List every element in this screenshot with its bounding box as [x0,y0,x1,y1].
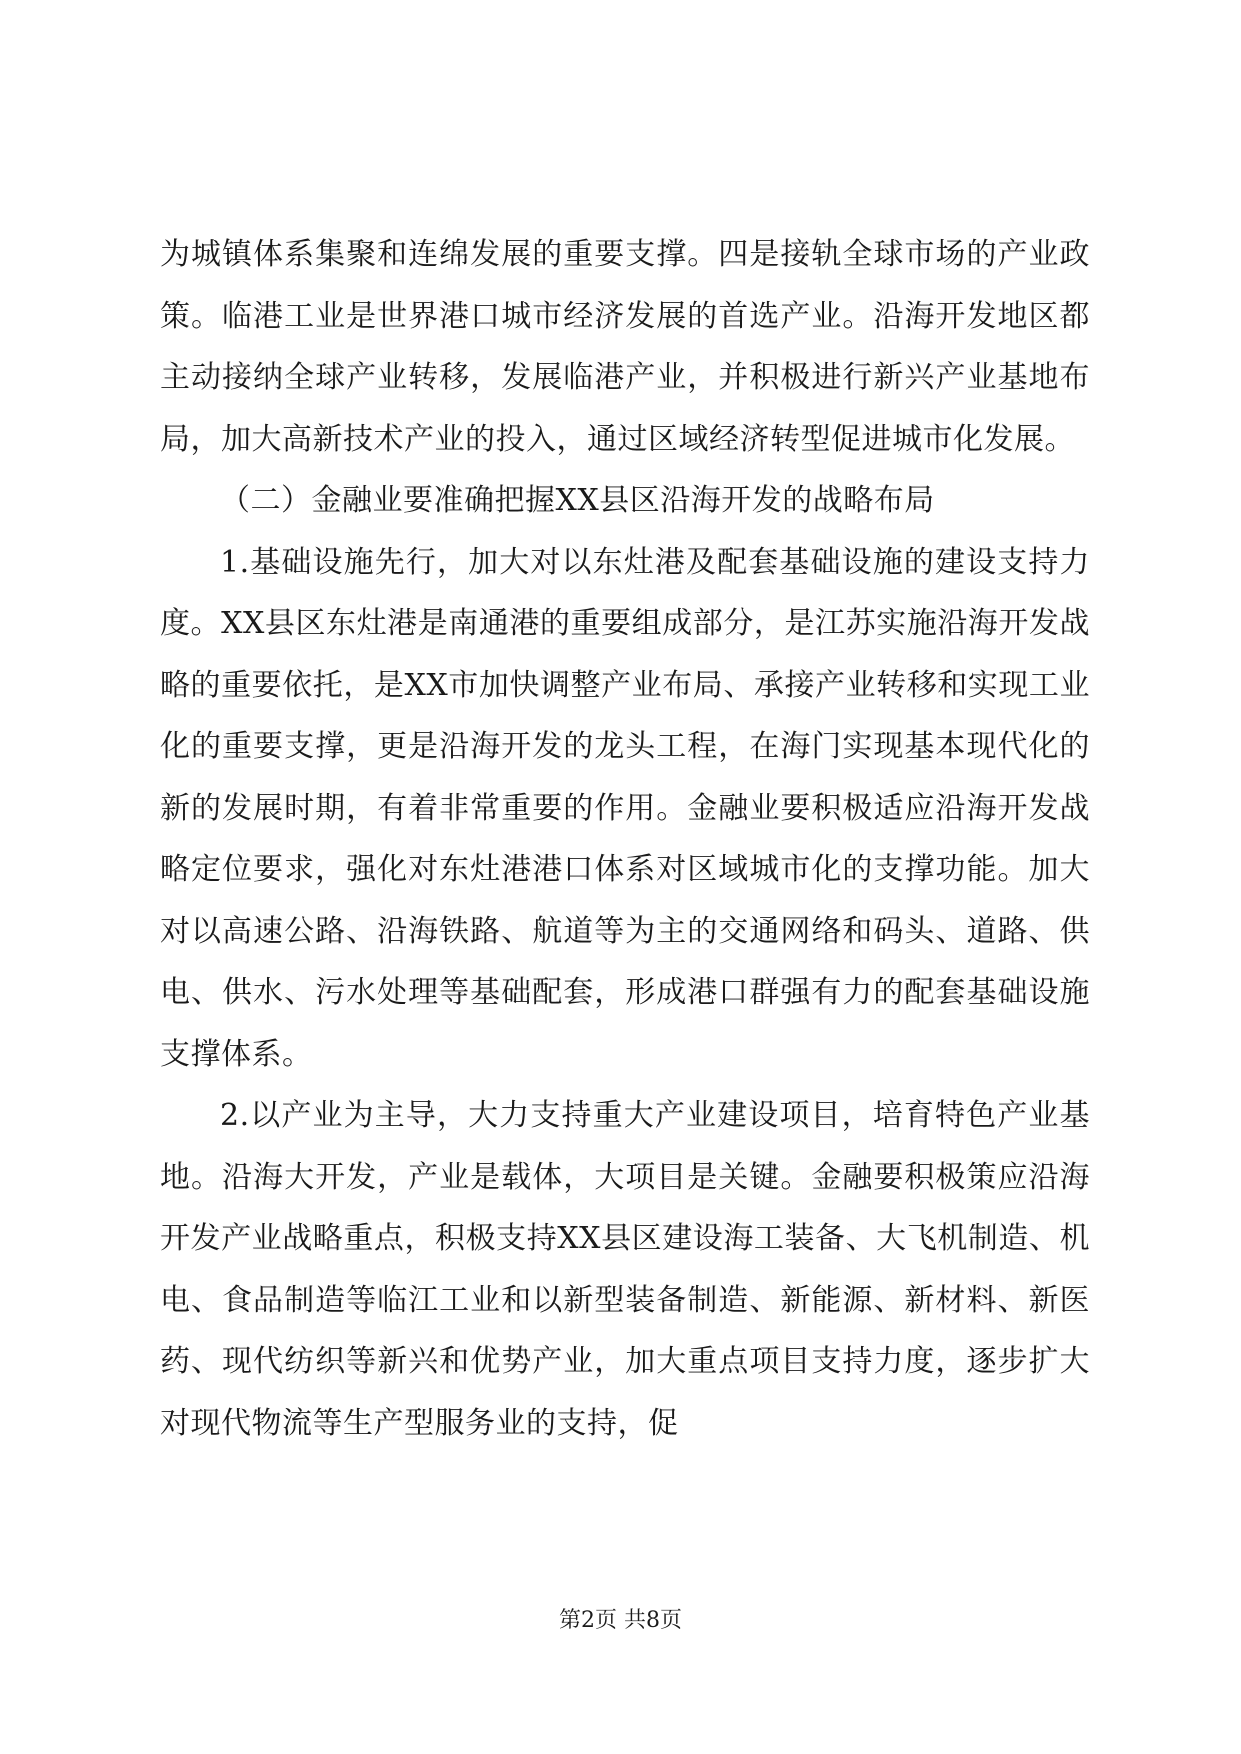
paragraph-industry: 2.以产业为主导，大力支持重大产业建设项目，培育特色产业基地。沿海大开发，产业是载体，大项目是关键。金融要积极策应沿海开发产业战略重点，积极支持XX县区建设海工装备、大飞机制造、机电、食品制造等临江工业和以新型装备制造、新能源、新材料、新医药、现代纺织等新兴和优势产业，加大重点项目支持力度，逐步扩大对现代物流等生产型服务业的支持，促 [160,1098,1090,1441]
paragraph-infrastructure: 1.基础设施先行，加大对以东灶港及配套基础设施的建设支持力度。XX县区东灶港是南通港的重要组成部分，是江苏实施沿海开发战略的重要依托，是XX市加快调整产业布局、承接产业转移和实现工业化的重要支撑，更是沿海开发的龙头工程，在海门实现基本现代化的新的发展时期，有着非常重要的作用。金融业要积极适应沿海开发战略定位要求，强化对东灶港港口体系对区域城市化的支撑功能。加大对以高速公路、沿海铁路、航道等为主的交通网络和码头、道路、供电、供水、污水处理等基础配套，形成港口群强有力的配套基础设施支撑体系。 [160,544,1090,1072]
page-number-footer: 第2页 共8页 [559,1608,682,1633]
document-body [160,224,1090,1454]
section-heading: （二）金融业要准确把握XX县区沿海开发的战略布局 [220,483,935,518]
paragraph-continuation: 为城镇体系集聚和连绵发展的重要支撑。四是接轨全球市场的产业政策。临港工业是世界港口城市经济发展的首选产业。沿海开发地区都主动接纳全球产业转移，发展临港产业，并积极进行新兴产业基地布局，加大高新技术产业的投入，通过区域经济转型促进城市化发展。 [160,237,1090,457]
